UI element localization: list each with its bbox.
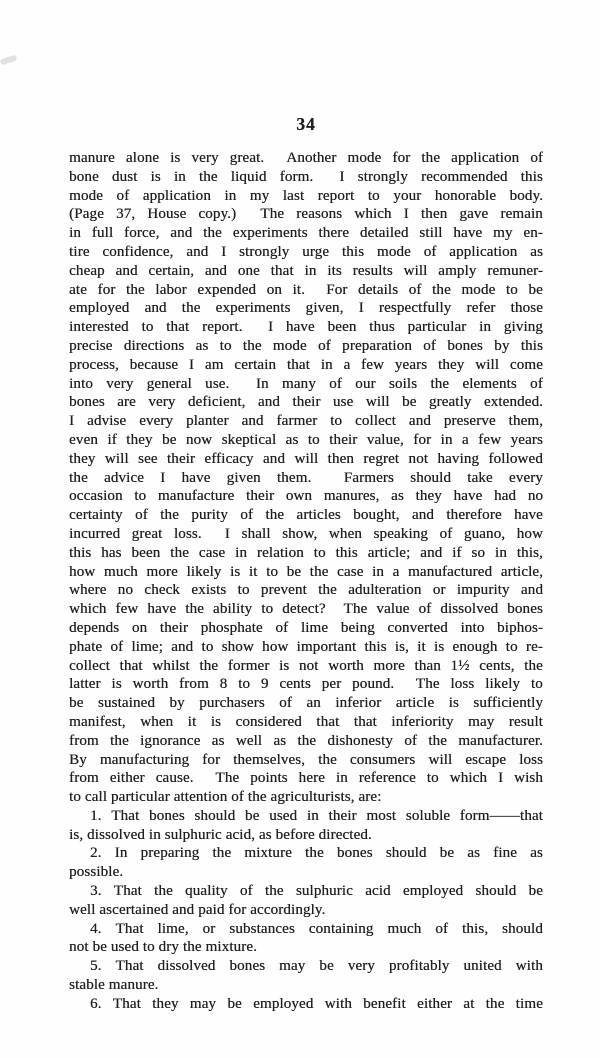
text-line: the advice I have given them. Farmers should take every — [69, 469, 543, 486]
text-line: I advise every planter and farmer to collect and preserve them, — [69, 413, 543, 430]
text-line: 4. That lime, or substances containing much of this, should — [90, 920, 543, 937]
text-line: certainty of the purity of the articles bought, and therefore have — [69, 507, 543, 524]
text-line: By manufacturing for themselves, the consumers will escape loss — [69, 751, 543, 768]
text-line: from either cause. The points here in reference to which I wish — [69, 770, 543, 787]
text-line: 3. That the quality of the sulphuric acid employed should be — [90, 883, 543, 900]
text-line: interested to that report. I have been thus particular in giving — [69, 319, 543, 336]
text-line: possible. — [69, 864, 124, 881]
text-line: incurred great loss. I shall show, when speaking of guano, how — [69, 525, 543, 542]
text-line: how much more likely is it to be the case in a manufactured article, — [69, 563, 543, 580]
text-line: be sustained by purchasers of an inferior article is sufficiently — [69, 695, 543, 712]
text-line: process, because I am certain that in a few years they will come — [69, 356, 543, 373]
text-line: bone dust is in the liquid form. I strongly recommended this — [69, 168, 543, 185]
text-line: 1. That bones should be used in their most soluble form——that — [90, 807, 543, 824]
text-line: phate of lime; and to show how important this is, it is enough to re- — [69, 638, 543, 655]
text-line: stable manure. — [69, 977, 159, 994]
text-line: which few have the ability to detect? The value of dissolved bones — [69, 601, 543, 618]
text-line: well ascertained and paid for accordingly. — [69, 901, 326, 918]
text-line: collect that whilst the former is not worth more than 1½ cents, the — [69, 657, 543, 674]
text-line: not be used to dry the mixture. — [69, 939, 257, 956]
scan-smudge-artifact — [0, 55, 18, 66]
text-line: employed and the experiments given, I respectfully refer those — [69, 300, 543, 317]
text-line: even if they be now skeptical as to their value, for in a few years — [69, 431, 543, 448]
text-line: depends on their phosphate of lime being converted into biphos- — [69, 619, 543, 636]
text-line: occasion to manufacture their own manures, as they have had no — [69, 488, 543, 505]
text-line: cheap and certain, and one that in its results will amply remuner- — [69, 262, 543, 279]
text-line: ate for the labor expended on it. For details of the mode to be — [69, 281, 543, 298]
text-line: this has been the case in relation to this article; and if so in this, — [69, 544, 543, 561]
text-line: mode of application in my last report to your honorable body. — [69, 187, 543, 204]
text-line: 5. That dissolved bones may be very profitably united with — [90, 958, 543, 975]
text-line: manifest, when it is considered that that inferiority may result — [69, 713, 543, 730]
text-line: from the ignorance as well as the dishonesty of the manufacturer. — [69, 732, 543, 749]
page-number: 34 — [296, 114, 316, 134]
text-line: in full force, and the experiments there detailed still have my en- — [69, 225, 543, 242]
text-line: they will see their efficacy and will then regret not having followed — [69, 450, 543, 467]
body-text — [69, 149, 543, 1014]
text-line: into very general use. In many of our soils the elements of — [69, 375, 543, 392]
text-line: precise directions as to the mode of preparation of bones by this — [69, 337, 543, 354]
text-line: bones are very deficient, and their use will be greatly extended. — [69, 394, 543, 411]
text-line: where no check exists to prevent the adulteration or impurity and — [69, 582, 543, 599]
text-line: (Page 37, House copy.) The reasons which I then gave remain — [69, 206, 543, 223]
text-line: latter is worth from 8 to 9 cents per pound. The loss likely to — [69, 676, 543, 693]
text-line: 2. In preparing the mixture the bones should be as fine as — [90, 845, 543, 862]
text-line: manure alone is very great. Another mode for the application of — [69, 150, 543, 166]
text-line: tire confidence, and I strongly urge this mode of application as — [69, 243, 543, 260]
text-line: 6. That they may be employed with benefit either at the time — [90, 995, 543, 1012]
text-line: to call particular attention of the agriculturists, are: — [69, 789, 382, 806]
text-line: is, dissolved in sulphuric acid, as before directed. — [69, 826, 372, 843]
